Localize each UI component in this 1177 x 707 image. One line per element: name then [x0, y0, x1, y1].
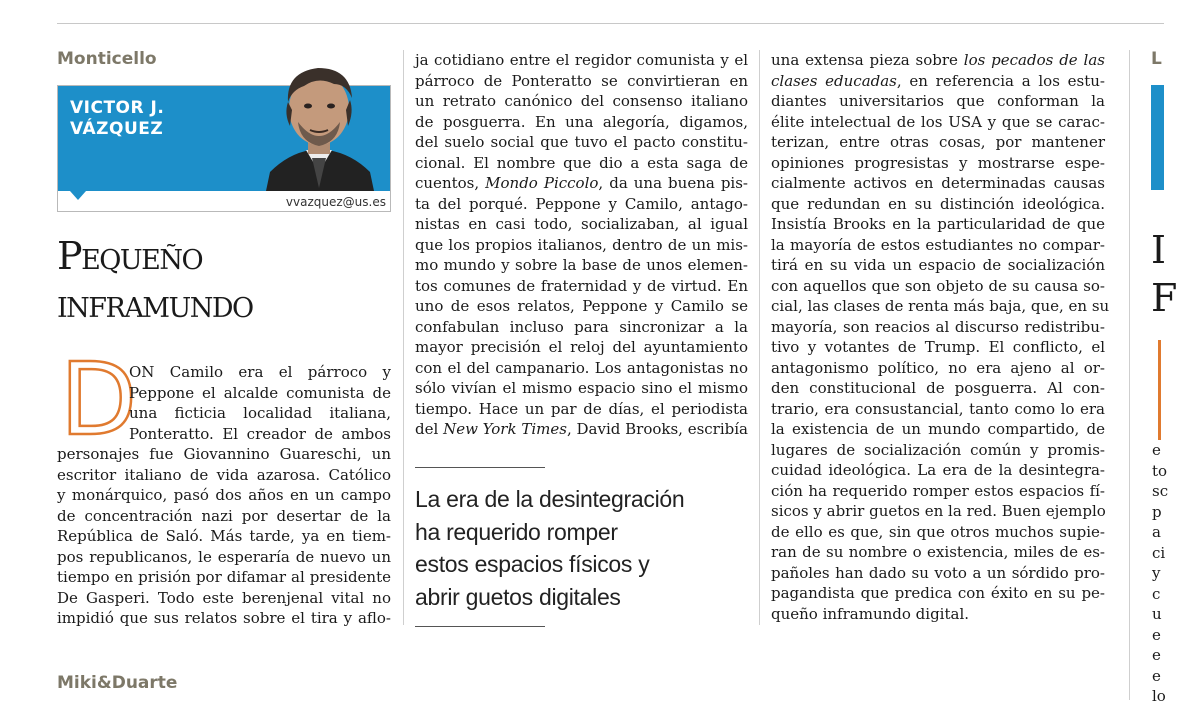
col2-line7-start: cuentos, — [415, 174, 486, 192]
col3-line2-end: , en referencia a los estu- — [896, 71, 1105, 90]
col3-line: cialmente activos en determinadas causas — [771, 174, 1105, 192]
col2-line: mayor precisión el reloj del ayuntamiento — [415, 338, 748, 356]
edge-glyph: p — [1152, 502, 1162, 521]
next-dropcap-edge — [1158, 340, 1164, 440]
col3-line: opiniones progresistas y mostrarse espe- — [771, 153, 1105, 172]
footer-section-label: Miki&Duarte — [57, 673, 178, 693]
col1-line: ON Camilo era el párroco y — [129, 363, 391, 381]
author-name-line1: VICTOR J. — [70, 98, 165, 118]
author-band — [58, 86, 390, 191]
next-headline-glyph: I — [1151, 228, 1167, 272]
edge-glyph: e — [1152, 666, 1161, 685]
edge-glyph: ci — [1152, 543, 1166, 562]
col3-line: cial, las clases de renta más baja, que, en su — [771, 297, 1110, 315]
col3-line: diantes universitarios que conforman la — [771, 92, 1105, 110]
col3-line: pagandista que predica con éxito en su pe- — [771, 584, 1105, 602]
col3-line: den constitucional de posguerra. Al con- — [771, 379, 1105, 397]
article-column-3 — [771, 50, 1110, 624]
col3-line1-start: una extensa pieza sobre — [771, 51, 964, 69]
edge-glyph: e — [1152, 441, 1161, 459]
author-portrait-icon — [248, 54, 390, 191]
col2-line: con el del campanario. Los antagonistas no — [415, 358, 748, 377]
col1-line: Peppone el alcalde comunista de — [129, 383, 391, 402]
col1-line: una ficticia localidad italiana, — [129, 404, 391, 422]
pullquote — [415, 483, 735, 613]
newspaper-title: New York Times — [443, 420, 567, 438]
next-section-label: L — [1151, 49, 1162, 69]
headline-line1: Pequeño — [57, 234, 203, 278]
col3-line: pañoles han dado su voto a un sórdido pro- — [771, 563, 1105, 582]
col2-line19-end: , David Brooks, escribía — [566, 420, 748, 438]
col3-line: lugares de socialización común y promis- — [771, 440, 1105, 459]
col3-line: élite intelectual de los USA y que se carac- — [771, 112, 1105, 131]
col1-line: y monárquico, pasó dos años en un campo — [57, 486, 391, 504]
col2-line: que los propios italianos, dentro de un mis- — [415, 235, 748, 254]
article-headline — [57, 232, 391, 328]
col3-line: de ello es que, sin que otros muchos supie- — [771, 522, 1105, 541]
col3-line: antagonismo político, no era ajeno al or- — [771, 358, 1105, 377]
col3-line: ran de su nombre o existencia, miles de es- — [771, 543, 1105, 561]
col1-line: tiempo en prisión por difamar al presidente — [57, 568, 391, 586]
edge-glyph: y — [1152, 564, 1161, 582]
article-title-part2: clases educadas — [771, 71, 897, 90]
col1-line: República de Saló. Más tarde, ya en tiem- — [57, 527, 391, 545]
pullquote-rule-top — [415, 467, 545, 468]
col2-line: confabulan incluso para sincronizar a la — [415, 317, 748, 336]
col2-line19-start: del — [415, 420, 444, 438]
col2-line: ja cotidiano entre el regidor comunista y el — [415, 51, 748, 69]
col2-line: párroco de Ponteratto se convirtieran en — [415, 71, 748, 90]
col1-line: Ponteratto. El creador de ambos — [129, 424, 391, 443]
col2-line: uno de esos relatos, Peppone y Camilo se — [415, 297, 748, 315]
headline-line2: inframundo — [57, 282, 253, 326]
edge-glyph: e — [1152, 646, 1161, 664]
col3-line: que redundan en su distinción ideológica. — [771, 194, 1105, 213]
edge-glyph: sc — [1152, 482, 1169, 500]
article-title-part1: los pecados de las — [963, 51, 1105, 69]
section-label: Monticello — [57, 49, 157, 69]
col2-line-italic — [415, 419, 748, 440]
edge-glyph: a — [1152, 523, 1161, 541]
author-email[interactable]: vvazquez@us.es — [285, 195, 386, 209]
article-column-2 — [415, 50, 748, 440]
book-title: Mondo Piccolo — [485, 174, 599, 192]
col1-line: de concentración nazi por desertar de la — [57, 506, 391, 525]
author-name-line2: VÁZQUEZ — [70, 119, 164, 139]
col1-line: impidió que sus relatos sobre el tira y aflo- — [57, 609, 391, 627]
pullquote-line: La era de la desintegración — [415, 486, 685, 512]
pullquote-line: estos espacios físicos y — [415, 551, 650, 577]
author-name — [70, 98, 164, 140]
col2-line: tos comunes de fraternidad y de virtud. En — [415, 276, 748, 295]
col3-line: terizan, entre otras cosas, por mantener — [771, 133, 1105, 151]
article-column-1 — [57, 345, 391, 629]
col3-line-italic — [771, 50, 1105, 71]
col3-line: tirá en su vida un espacio de socialización — [771, 256, 1105, 274]
col2-line: mo mundo y sobre la base de unos elemen- — [415, 256, 748, 274]
col2-line: sólo vivían el mismo espacio sino el mismo — [415, 379, 748, 397]
col3-line: trario, era consustancial, tanto como lo era — [771, 399, 1105, 418]
col3-line: la existencia de un mundo compartido, de — [771, 420, 1105, 438]
col2-line7-end: , da una buena pis- — [598, 174, 748, 192]
dropcap-letter: D — [60, 341, 138, 458]
col2-line: nistas en casi todo, socializaban, al igual — [415, 215, 748, 233]
next-article-author-band — [1151, 85, 1164, 190]
top-rule — [57, 23, 1164, 24]
pullquote-line: ha requerido romper — [415, 518, 618, 545]
col2-line: tiempo. Hace un par de días, el periodista — [415, 399, 748, 418]
author-box — [57, 85, 391, 212]
col3-line: Insistía Brooks en la particularidad de que — [771, 215, 1105, 233]
col1-line: pos republicanos, le esperaría de nuevo un — [57, 547, 391, 566]
col2-line: de posguerra. En una alegoría, digamos, — [415, 112, 748, 131]
col3-line: tivo y votantes de Trump. El conflicto, el — [771, 338, 1105, 356]
col2-line: del suelo social que tuvo el pacto constitu- — [415, 133, 748, 151]
next-article-text-edge — [1152, 440, 1169, 707]
col3-line: sicos y abrir guetos en la red. Buen ejemplo — [771, 502, 1106, 520]
edge-glyph: e — [1152, 625, 1161, 644]
pullquote-line: abrir guetos digitales — [415, 583, 621, 610]
edge-glyph: lo — [1152, 687, 1166, 705]
col2-line-italic — [415, 173, 748, 194]
col3-line: ción ha requerido romper estos espacios fí- — [771, 481, 1105, 500]
edge-glyph: u — [1152, 605, 1162, 623]
col3-line-italic — [771, 71, 1105, 92]
col1-line: personajes fue Giovannino Guareschi, un — [57, 445, 391, 463]
edge-glyph: c — [1152, 584, 1161, 603]
col3-line: mayoría, son reacios al discurso redistribu- — [771, 317, 1105, 336]
column-divider — [1129, 50, 1130, 700]
col3-line: queño inframundo digital. — [771, 604, 970, 623]
col3-line: cuidad ideológica. La era de la desintegra- — [771, 461, 1105, 479]
col2-line: cional. El nombre que dio a esta saga de — [415, 153, 748, 172]
col3-line: con aquellos que son objeto de su causa so- — [771, 276, 1105, 295]
col2-line: ta del porqué. Peppone y Camilo, antago- — [415, 194, 748, 213]
next-headline-glyph: F — [1151, 276, 1177, 320]
col1-line: escritor italiano de vida azarosa. Católico — [57, 465, 391, 484]
col3-line: la mayoría de estos estudiantes no compar- — [771, 235, 1105, 254]
author-band-notch — [70, 191, 86, 200]
col1-line: De Gasperi. Todo este berenjenal vital no — [57, 588, 391, 607]
column-divider — [759, 50, 760, 625]
col2-line: un retrato canónico del consenso italiano — [415, 92, 748, 110]
column-divider — [403, 50, 404, 625]
edge-glyph: to — [1152, 461, 1168, 480]
pullquote-rule-bottom — [415, 626, 545, 627]
